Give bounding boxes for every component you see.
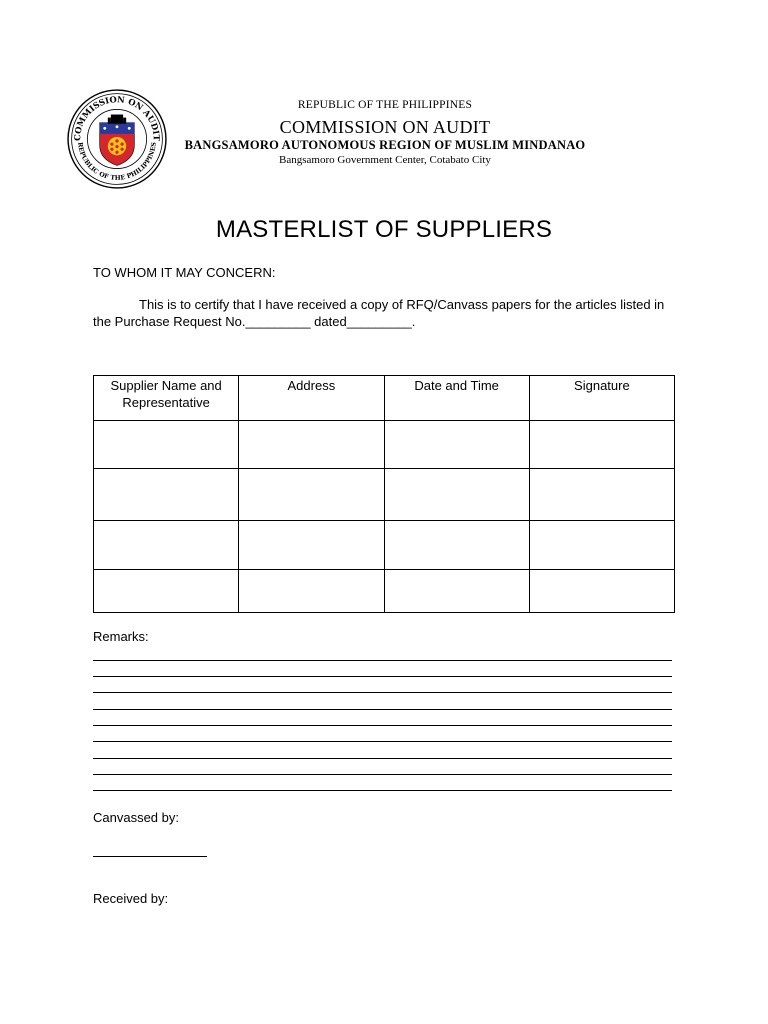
header-date-time: Date and Time xyxy=(384,376,529,421)
remarks-line[interactable] xyxy=(93,741,672,742)
header-signature: Signature xyxy=(529,376,674,421)
remarks-line[interactable] xyxy=(93,692,672,693)
svg-text:REPUBLIC OF THE PHILIPPINES: REPUBLIC OF THE PHILIPPINES xyxy=(76,141,158,182)
table-cell[interactable] xyxy=(384,521,529,570)
table-cell[interactable] xyxy=(529,570,674,613)
table-cell[interactable] xyxy=(239,469,384,521)
table-row xyxy=(94,421,675,469)
table-cell[interactable] xyxy=(94,421,239,469)
table-cell[interactable] xyxy=(529,521,674,570)
canvassed-by-signature-line[interactable] xyxy=(93,856,207,857)
table-cell[interactable] xyxy=(239,521,384,570)
remarks-line[interactable] xyxy=(93,774,672,775)
header-republic: REPUBLIC OF THE PHILIPPINES xyxy=(297,99,473,111)
table-cell[interactable] xyxy=(384,570,529,613)
remarks-label: Remarks: xyxy=(93,629,149,644)
salutation: TO WHOM IT MAY CONCERN: xyxy=(93,265,276,280)
header-address: Bangsamoro Government Center, Cotabato City xyxy=(279,154,491,166)
table-row xyxy=(94,521,675,570)
table-row xyxy=(94,570,675,613)
received-by-label: Received by: xyxy=(93,891,169,906)
table-row xyxy=(94,469,675,521)
table-header-row xyxy=(94,376,675,421)
certification-line-1: This is to certify that I have received a copy of RFQ/Canvass papers for the articles listed in xyxy=(139,297,665,312)
header-supplier-name: Supplier Name and Representative xyxy=(94,376,239,421)
suppliers-table xyxy=(93,375,675,613)
document-title: MASTERLIST OF SUPPLIERS xyxy=(215,216,553,243)
table-cell[interactable] xyxy=(94,570,239,613)
remarks-line[interactable] xyxy=(93,725,672,726)
table-cell[interactable] xyxy=(529,421,674,469)
table-cell[interactable] xyxy=(239,421,384,469)
remarks-line[interactable] xyxy=(93,660,672,661)
table-cell[interactable] xyxy=(384,421,529,469)
remarks-line[interactable] xyxy=(93,790,672,791)
table-cell[interactable] xyxy=(384,469,529,521)
canvassed-by-label: Canvassed by: xyxy=(93,810,179,825)
table-cell[interactable] xyxy=(94,521,239,570)
header-address: Address xyxy=(239,376,384,421)
certification-line-2: the Purchase Request No._________ dated_________. xyxy=(93,314,416,329)
header-commission: COMMISSION ON AUDIT xyxy=(279,117,491,137)
remarks-line[interactable] xyxy=(93,758,672,759)
remarks-line[interactable] xyxy=(93,676,672,677)
table-cell[interactable] xyxy=(239,570,384,613)
table-cell[interactable] xyxy=(529,469,674,521)
svg-text:COMMISSION ON AUDIT: COMMISSION ON AUDIT xyxy=(72,94,162,142)
header-region: BANGSAMORO AUTONOMOUS REGION OF MUSLIM MINDANAO xyxy=(184,138,586,152)
table-cell[interactable] xyxy=(94,469,239,521)
remarks-line[interactable] xyxy=(93,709,672,710)
coa-seal-logo xyxy=(66,88,168,190)
